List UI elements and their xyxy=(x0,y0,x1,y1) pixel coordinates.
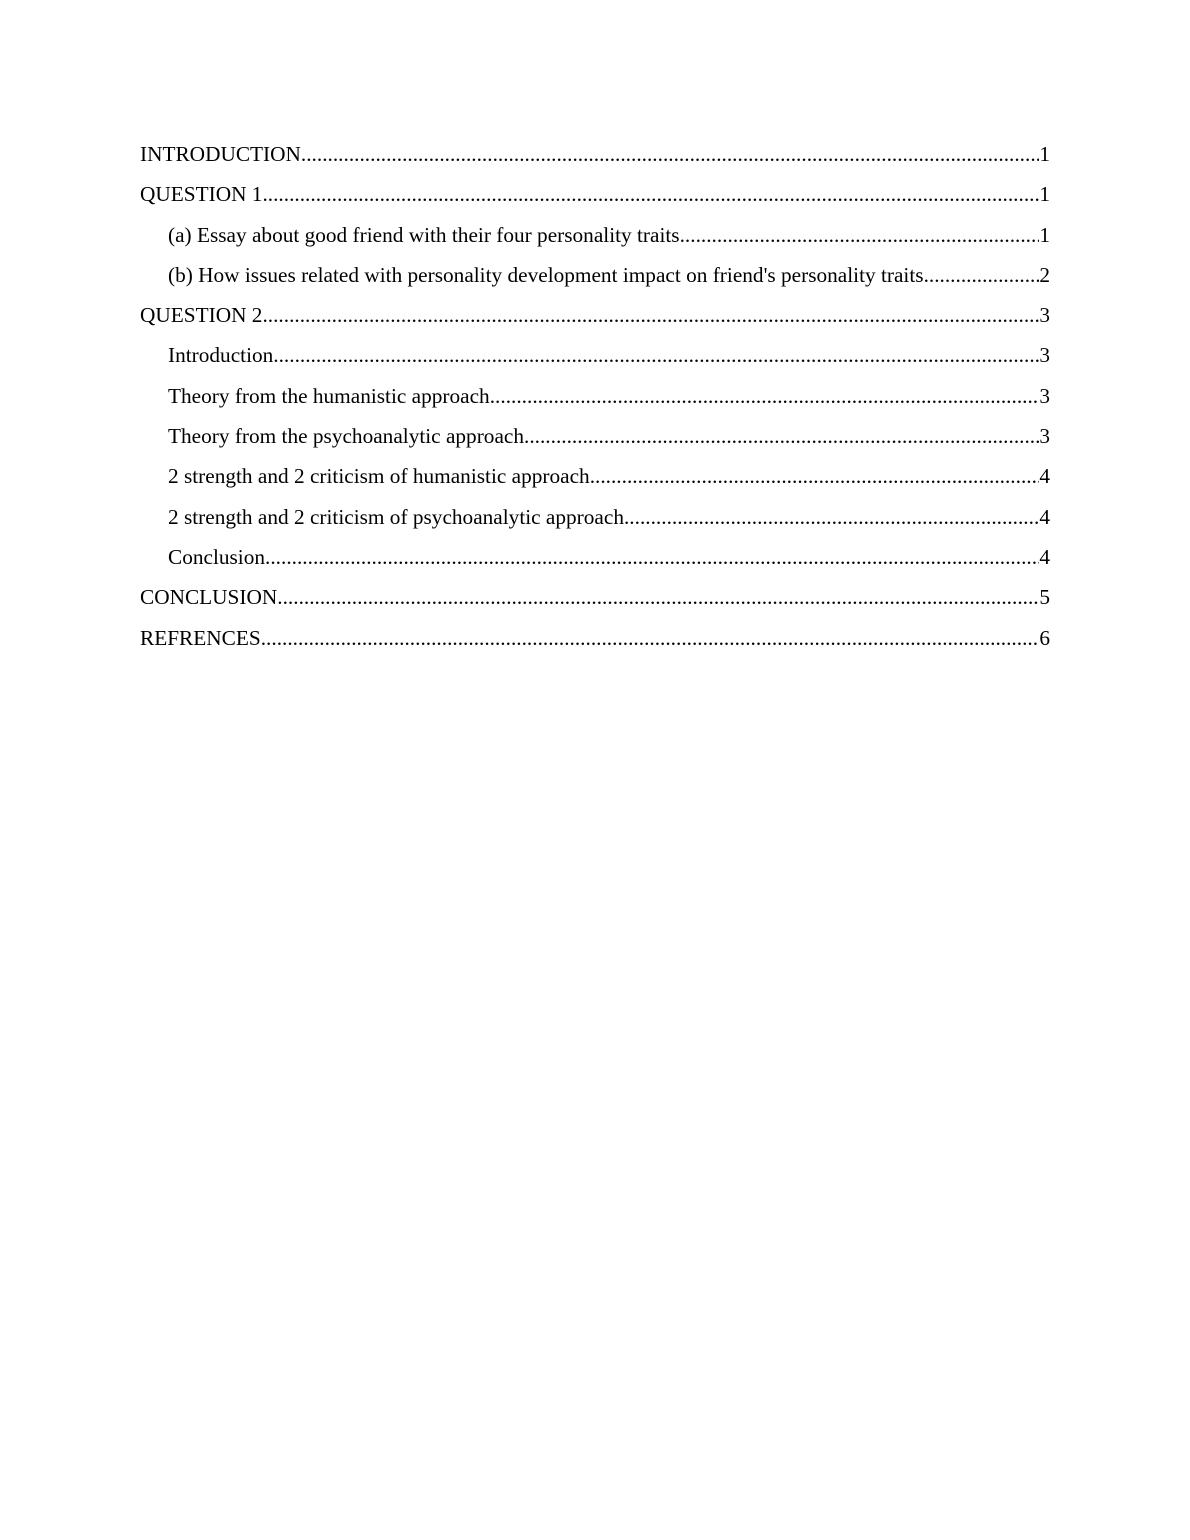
toc-entry-q2-introduction[interactable] xyxy=(140,337,1050,377)
toc-entry-question-2[interactable] xyxy=(140,297,1050,337)
toc-page-number: 1 xyxy=(1039,222,1050,247)
toc-entry-title: INTRODUCTION xyxy=(140,142,301,166)
toc-dot-leader xyxy=(265,539,1039,575)
toc-entry-question-1[interactable] xyxy=(140,176,1050,216)
toc-entry-conclusion[interactable] xyxy=(140,579,1050,619)
toc-entry-title: QUESTION 2 xyxy=(140,303,263,328)
toc-entry-title: (b) How issues related with personality development impact on friend's personality traits xyxy=(168,262,924,287)
toc-entry-humanistic-theory[interactable] xyxy=(140,378,1050,418)
toc-entry-introduction[interactable] xyxy=(140,136,1050,176)
toc-dot-leader xyxy=(590,458,1040,494)
toc-dot-leader xyxy=(262,297,1039,333)
toc-page-number: 4 xyxy=(1039,544,1050,569)
toc-entry-title: REFRENCES xyxy=(140,625,261,650)
toc-dot-leader xyxy=(924,257,1040,293)
toc-dot-leader xyxy=(680,217,1040,253)
toc-dot-leader xyxy=(262,176,1039,212)
table-of-contents xyxy=(140,136,1050,660)
toc-page-number: 4 xyxy=(1039,504,1050,529)
toc-entry-title: (a) Essay about good friend with their four personality traits xyxy=(168,222,680,247)
toc-entry-title: Theory from the humanistic approach xyxy=(168,383,490,408)
toc-dot-leader xyxy=(490,378,1040,414)
toc-page-number: 3 xyxy=(1039,424,1050,449)
toc-page-number: 4 xyxy=(1039,464,1050,489)
toc-entry-question-1a[interactable] xyxy=(140,217,1050,257)
toc-entry-title: QUESTION 1 xyxy=(140,182,263,207)
toc-dot-leader xyxy=(261,620,1040,656)
toc-entry-title: CONCLUSION xyxy=(140,585,278,610)
toc-entry-references[interactable] xyxy=(140,620,1050,660)
toc-page-number: 6 xyxy=(1039,625,1050,650)
toc-dot-leader xyxy=(624,499,1039,535)
toc-dot-leader xyxy=(524,418,1039,454)
toc-dot-leader xyxy=(273,337,1039,373)
toc-page-number: 3 xyxy=(1039,383,1050,408)
toc-page-number: 5 xyxy=(1039,585,1050,610)
toc-entry-title: Theory from the psychoanalytic approach xyxy=(168,424,524,449)
toc-entry-title: 2 strength and 2 criticism of humanistic approach xyxy=(168,464,590,489)
toc-entry-title: Introduction xyxy=(168,343,274,368)
toc-page-number: 1 xyxy=(1039,142,1050,166)
toc-dot-leader xyxy=(301,136,1039,172)
toc-page-number: 2 xyxy=(1039,262,1050,287)
toc-entry-question-1b[interactable] xyxy=(140,257,1050,297)
toc-entry-psychoanalytic-strengths[interactable] xyxy=(140,499,1050,539)
toc-entry-title: 2 strength and 2 criticism of psychoanalytic approach xyxy=(168,504,624,529)
toc-entry-humanistic-strengths[interactable] xyxy=(140,458,1050,498)
toc-entry-q2-conclusion[interactable] xyxy=(140,539,1050,579)
toc-entry-title: Conclusion xyxy=(168,544,266,569)
toc-entry-psychoanalytic-theory[interactable] xyxy=(140,418,1050,458)
toc-page-number: 3 xyxy=(1039,303,1050,328)
toc-page-number: 1 xyxy=(1039,182,1050,207)
toc-page-number: 3 xyxy=(1039,343,1050,368)
toc-dot-leader xyxy=(277,579,1039,615)
